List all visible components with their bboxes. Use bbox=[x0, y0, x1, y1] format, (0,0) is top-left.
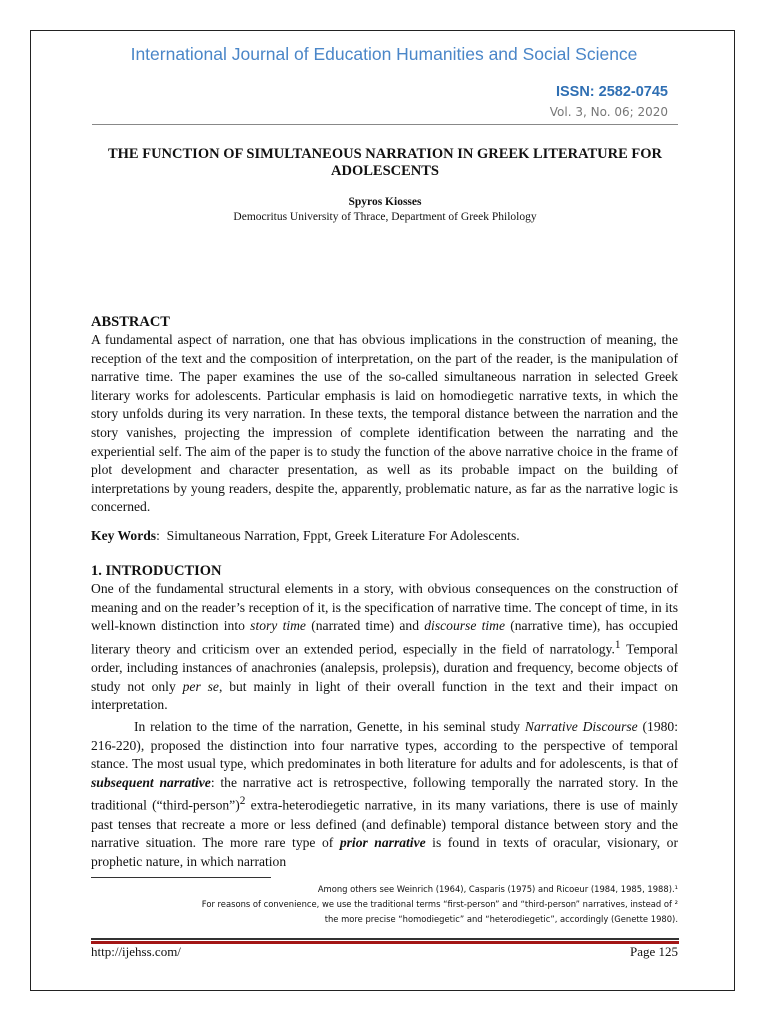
issn-label: ISSN: 2582-0745 bbox=[555, 84, 668, 100]
introduction-paragraph-2 bbox=[91, 718, 678, 871]
term-discourse-time: discourse time bbox=[424, 618, 505, 634]
footnote-divider bbox=[91, 877, 271, 878]
term-subsequent-narrative: subsequent narrative bbox=[91, 774, 211, 790]
author-affiliation: Democritus University of Thrace, Department of Greek Philology bbox=[233, 211, 537, 223]
introduction-paragraph-1 bbox=[91, 580, 678, 715]
keywords-line: Key Words: Simultaneous Narration, Fppt, Greek Literature For Adolescents. bbox=[91, 528, 520, 543]
footer-divider-dark bbox=[91, 938, 679, 940]
footnote-2-continued: the more precise “homodiegetic” and “heterodiegetic”, accordingly (Genette 1980). bbox=[324, 914, 678, 924]
introduction-heading: 1. INTRODUCTION bbox=[91, 563, 222, 579]
footnote-2: For reasons of convenience, we use the traditional terms “first-person” and “third-person” narratives, instead of ² bbox=[201, 899, 678, 909]
paper-title: THE FUNCTION OF SIMULTANEOUS NARRATION IN GREEK LITERATURE FOR ADOLESCENTS bbox=[107, 146, 663, 179]
volume-label: Vol. 3, No. 06; 2020 bbox=[549, 105, 668, 119]
footer-url-link[interactable]: http://ijehss.com/ bbox=[91, 944, 181, 959]
text-run: is found in texts of oracular, visionary, or prophetic nature, in which narration bbox=[91, 835, 678, 869]
keywords-label: Key Words bbox=[91, 528, 157, 543]
term-per-se: per se bbox=[182, 678, 219, 694]
text-run: One of the fundamental structural elements in a story, with obvious consequences on the construction of meaning and on the reader’s reception of it, is the specification of narrative time. The concept of time, in its well-known distinction into bbox=[91, 581, 678, 634]
text-run: extra-heterodiegetic narrative, in its many variations, there is use of mainly past tenses that recreate a more or less defined (and definable) temporal distance between story and the narrative situation. The more rare type of bbox=[91, 797, 678, 851]
abstract-heading: ABSTRACT bbox=[91, 314, 170, 330]
text-run: (narrative time), has occupied literary theory and criticism over an extended period, especially in the field of narratology. bbox=[91, 618, 678, 657]
footnotes bbox=[91, 882, 678, 927]
header-divider bbox=[92, 124, 678, 125]
text-run: (narrated time) and bbox=[305, 618, 425, 634]
page-number: Page 125 bbox=[629, 944, 678, 959]
text-run: (1980: 216-220), proposed the distinction into four narrative types, according to the perspective of temporal stance. The most usual type, which predominates in both literature for adults and for adolescents, is that of bbox=[91, 719, 679, 772]
text-run: In relation to the time of the narration, Genette, in his seminal study bbox=[134, 719, 525, 734]
footnote-1: Among others see Weinrich (1964), Casparis (1975) and Ricoeur (1984, 1985, 1988).¹ bbox=[317, 884, 678, 894]
book-title-narrative-discourse: Narrative Discourse bbox=[524, 719, 638, 734]
keywords-text: Simultaneous Narration, Fppt, Greek Literature For Adolescents. bbox=[166, 528, 520, 543]
footnote-ref-1[interactable]: 1 bbox=[614, 638, 621, 651]
term-story-time: story time bbox=[250, 618, 306, 634]
text-run: Temporal order, including instances of anachronies (analepsis, prolepsis), duration and frequency, become objects of study not only bbox=[91, 641, 678, 694]
author-name: Spyros Kiosses bbox=[348, 196, 422, 208]
text-run: , but mainly in light of their overall function in the text and their impact on interpretation. bbox=[91, 678, 678, 713]
footnote-ref-2[interactable]: 2 bbox=[239, 795, 246, 808]
abstract-text: A fundamental aspect of narration, one that has obvious implications in the construction of meaning, the reception of the text and the composition of interpretation, on the part of the reader, is the manipulation of narrative time. The paper examines the use of the so-called simultaneous narration in selected Greek literary works for adolescents. Particular emphasis is laid on homodiegetic narrative texts, in which the story unfolds during its very narration. In these texts, the temporal distance between the narration and the story vanishes, projecting the impression of complete identification between the narrating and the experiential self. The aim of the paper is to study the function of the above narrative choice in the frame of plot development and character presentation, as well as its probable impact on the building of interpretations by young readers, despite the, apparently, problematic nature, as far as the narrative logic is concerned. bbox=[91, 332, 678, 515]
term-prior-narrative: prior narrative bbox=[339, 835, 426, 851]
text-run: : the narrative act is retrospective, following temporally the narrated story. In the traditional (“third-person”) bbox=[91, 774, 678, 813]
journal-title: International Journal of Education Humanities and Social Science bbox=[130, 44, 638, 64]
